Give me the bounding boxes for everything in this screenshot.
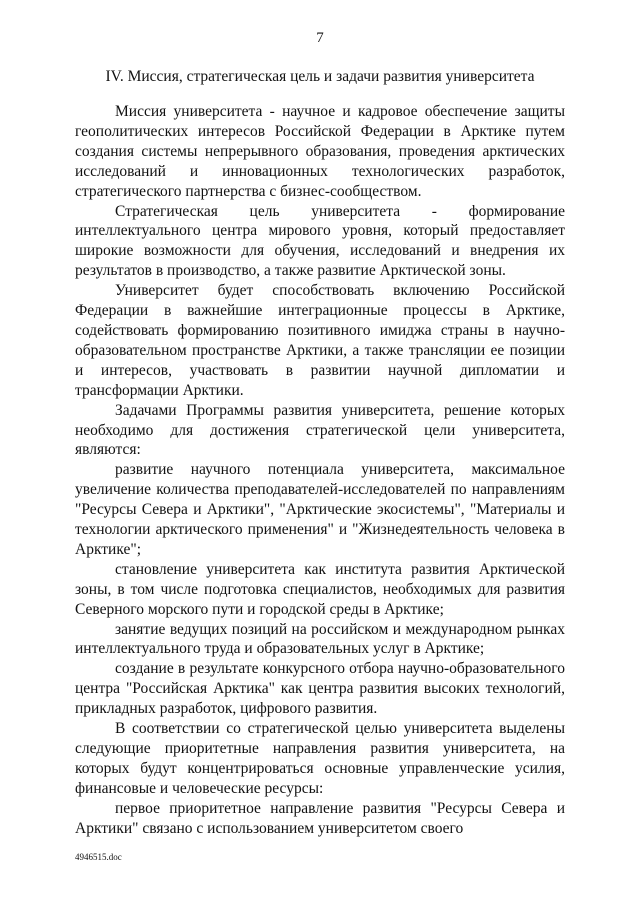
paragraph-strategic-goal: Стратегическая цель университета - формирование интеллектуального центра мирового уровня, который предоставляет широкие возможности для обучения, исследований и внедрения их результатов в производство, а также развитие Арктической зоны. (75, 202, 565, 280)
paragraph-task-leading-positions: занятие ведущих позиций на российском и международном рынках интеллектуального труда и образовательных услуг в Арктике; (75, 620, 565, 658)
section-heading: IV. Миссия, стратегическая цель и задачи развития университета (105, 68, 535, 85)
page-number: 7 (316, 30, 324, 46)
paragraph-priority-directions: В соответствии со стратегической целью университета выделены следующие приоритетные направления развития университета, на которых будут концентрироваться основные управленческие усилия, финансовые и человеческие ресурсы: (75, 720, 565, 797)
paragraph-tasks-intro: Задачами Программы развития университета, решение которых необходимо для достижения стратегической цели университета, являются: (75, 401, 565, 459)
paragraph-integration: Университет будет способствовать включению Российской Федерации в важнейшие интеграционные процессы в Арктике, содействовать формированию позитивного имиджа страны в научно-образовательном пространстве Арктики, а также трансляции ее позиции и интересов, участвовать в развитии научной дипломатии и трансформации Арктики. (75, 282, 565, 399)
paragraph-task-education-center: создание в результате конкурсного отбора научно-образовательного центра "Российская Арктика" как центра развития высоких технологий, прикладных разработок, цифрового развития. (75, 660, 565, 718)
body-text (75, 102, 565, 839)
paragraph-task-development-institute: становление университета как института развития Арктической зоны, в том числе подготовка специалистов, необходимых для развития Северного морского пути и городской среды в Арктике; (75, 560, 565, 618)
paragraph-mission: Миссия университета - научное и кадровое обеспечение защиты геополитических интересов Российской Федерации в Арктике путем создания системы непрерывного образования, проведения арктических исследований и инновационных технологических разработок, стратегического партнерства с бизнес-сообществом. (75, 103, 565, 200)
paragraph-task-scientific-potential: развитие научного потенциала университета, максимальное увеличение количества преподавателей-исследователей по направлениям "Ресурсы Севера и Арктики", "Арктические экосистемы", "Материалы и технологии арктического применения" и "Жизнедеятельность человека в Арктике"; (75, 461, 565, 558)
document-code: 4946515.doc (75, 852, 122, 862)
paragraph-first-priority: первое приоритетное направление развития "Ресурсы Севера и Арктики" связано с использованием университетом своего (75, 799, 565, 837)
